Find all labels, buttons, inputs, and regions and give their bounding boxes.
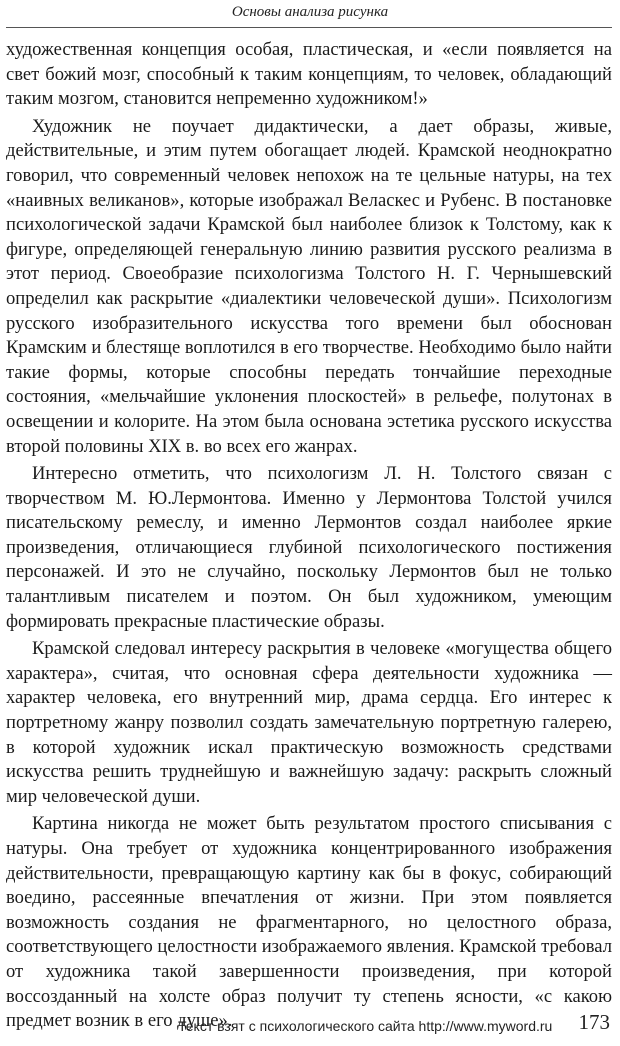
body-text: [6, 38, 612, 1037]
paragraph: Художник не поучает дидактически, а дает образы, живые, действительные, и этим путем обогащает людей. Крамской неоднократно говорил, что современный человек непохож на те цельные натуры, на тех «наивных великанов», которые изображал Веласкес и Рубенс. В постановке психологической задачи Крамской был наиболее близок к Толстому, как к фигуре, определяющей генеральную линию развития русского реализма в этот период. Своеобразие психологизма Толстого Н. Г. Чернышевский определил как раскрытие «диалектики человеческой души». Психологизм русского изобразительного искусства того времени был обоснован Крамским и блестяще воплотился в его творчестве. Необходимо было найти такие формы, которые способны передать тончайшие переходные состояния, «мельчайшие уклонения плоскостей» в рельефе, полутонах в освещении и колорите. На этом была основана эстетика русского искусства второй половины XIX в. во всех его жанрах.: [6, 115, 612, 457]
paragraph: Крамской следовал интересу раскрытия в человеке «могущества общего характера», считая, что основная сфера деятельности художника — характер человека, его внутренний мир, драма сердца. Его интерес к портретному жанру позволил создать замечательную портретную галерею, в которой художник искал практическую возможность средствами искусства решить труднейшую и важнейшую задачу: раскрыть сложный мир человеческой души.: [6, 638, 612, 807]
paragraph: Картина никогда не может быть результатом простого списывания с натуры. Она требует от художника концентрированного изображения действительности, превращающую картину как бы в фокус, собирающий воедино, рассеянные впечатления от жизни. При этом появляется возможность создания не фрагментарного, но целостного образа, соответствующего целостности изображаемого явления. Крамской требовал от художника такой завершенности произведения, при которой воссозданный на холсте образ получит ту степень ясности, «с какою предмет возник в его душе».: [6, 813, 612, 1032]
paragraph-continuation: художественная концепция особая, пластическая, и «если появляется на свет божий мозг, способный к таким концепциям, то человек, обладающий таким мозгом, становится непременно художником!»: [6, 39, 612, 110]
running-header: Основы анализа рисунка: [231, 4, 389, 20]
page-number: 173: [578, 1010, 610, 1034]
source-footer-note: Текст взят с психологического сайта http://www.myword.ru: [178, 1018, 553, 1034]
header-rule: [6, 27, 612, 28]
paragraph: Интересно отметить, что психологизм Л. Н. Толстого связан с творчеством М. Ю.Лермонтова. Именно у Лермонтова Толстой учился писательскому ремеслу, и именно Лермонтов создал наиболее яркие произведения, отличающиеся глубиной психологического постижения персонажей. И это не случайно, поскольку Лермонтов был не только талантливым писателем и поэтом. Он был художником, умеющим формировать прекрасные пластические образы.: [6, 463, 612, 632]
